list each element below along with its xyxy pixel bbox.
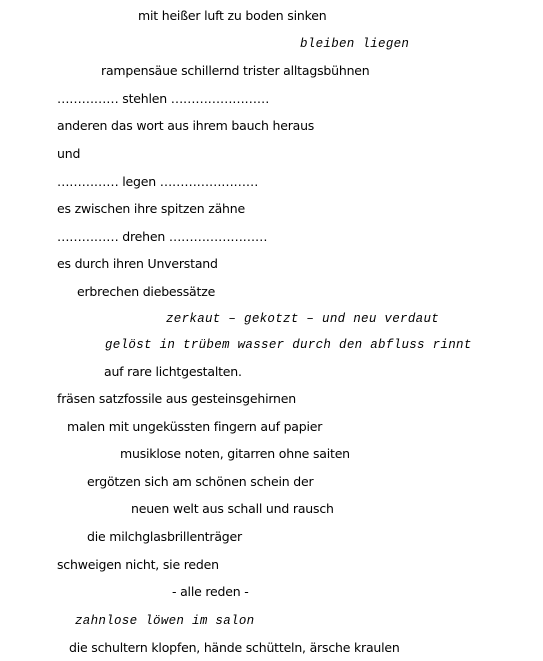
poem-line: die schultern klopfen, hände schütteln, ärsche kraulen [69,640,400,655]
poem-line: ergötzen sich am schönen schein der [87,474,314,489]
poem-line: - alle reden - [172,584,249,599]
poem-line: zahnlose löwen im salon [75,614,255,628]
poem-line: gelöst in trübem wasser durch den abfluss rinnt [105,338,472,352]
poem-line: musiklose noten, gitarren ohne saiten [120,446,350,461]
poem-line: fräsen satzfossile aus gesteinsgehirnen [57,391,296,406]
poem-line: rampensäue schillernd trister alltagsbühnen [101,63,370,78]
poem-line: bleiben liegen [300,37,410,51]
poem-line: mit heißer luft zu boden sinken [138,8,327,23]
poem-line: …………… stehlen …………………… [57,91,270,106]
poem-line: zerkaut – gekotzt – und neu verdaut [166,312,440,326]
poem-line: …………… legen …………………… [57,174,259,189]
poem-line: es durch ihren Unverstand [57,256,218,271]
poem-line: …………… drehen …………………… [57,229,268,244]
poem-line: schweigen nicht, sie reden [57,557,219,572]
poem-line: auf rare lichtgestalten. [104,364,242,379]
poem-line: neuen welt aus schall und rausch [131,501,334,516]
poem-line: und [57,146,81,161]
poem-line: es zwischen ihre spitzen zähne [57,201,245,216]
poem-line: anderen das wort aus ihrem bauch heraus [57,118,315,133]
poem-line: die milchglasbrillenträger [87,529,242,544]
poem-line: erbrechen diebessätze [77,284,216,299]
poem-line: malen mit ungeküssten fingern auf papier [67,419,323,434]
